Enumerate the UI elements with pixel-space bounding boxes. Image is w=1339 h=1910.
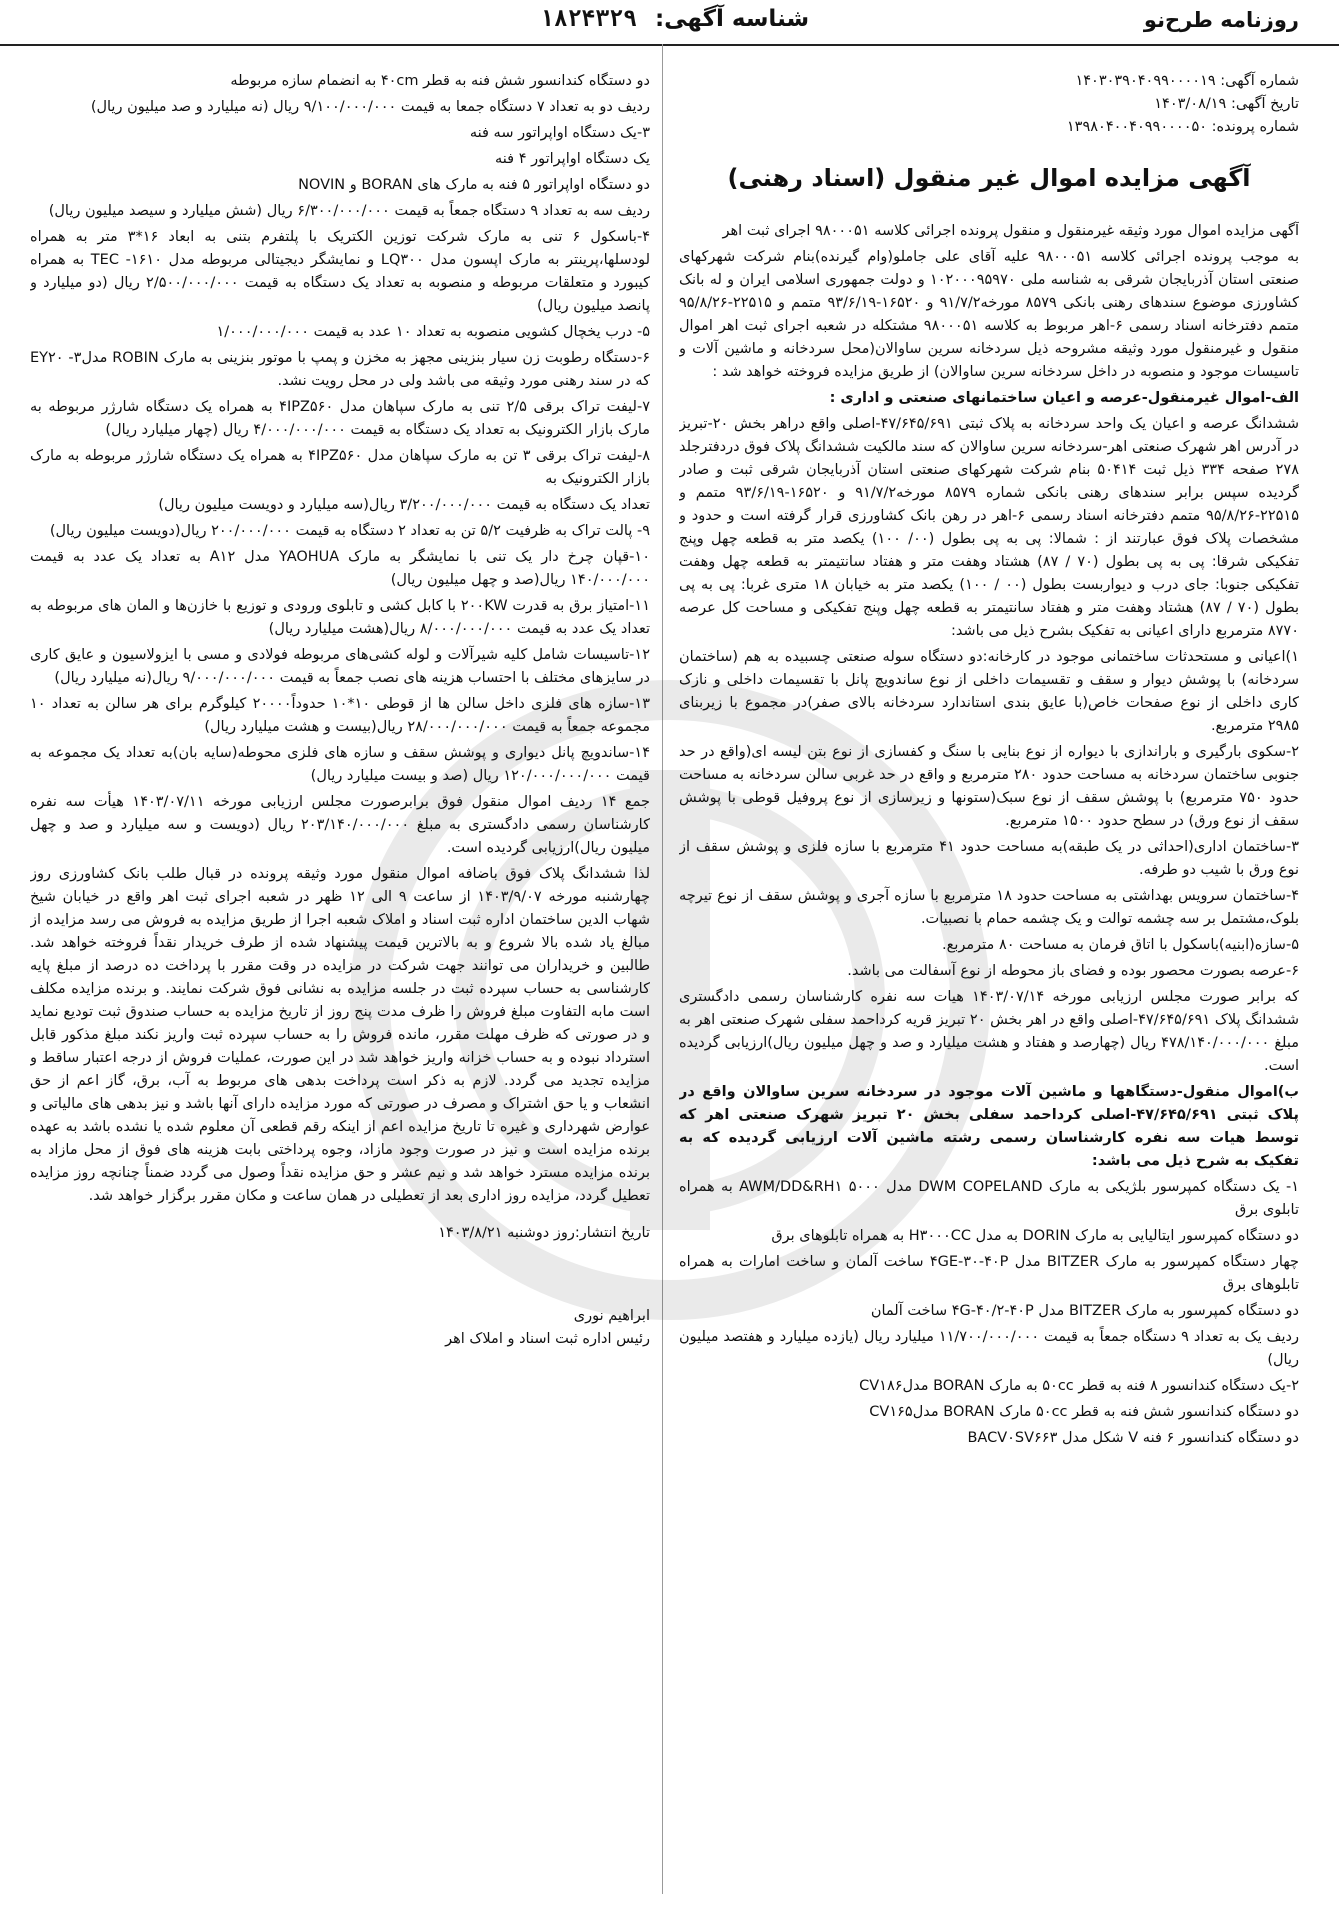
right-paragraph: ۲-یک دستگاه کندانسور ۸ فنه به قطر ۵۰cc به مارک BORAN مدلCV۱۸۶ <box>859 1378 1299 1394</box>
signature-block <box>30 1305 650 1351</box>
left-paragraph: ۴-باسکول ۶ تنی به مارک شرکت توزین الکتریک با پلتفرم بتنی به ابعاد ۱۶*۳ متر به همراه لودسلها،پرینتر به مارک اپسون مدل LQ۳۰۰ و نمایشگر دیجیتالی مربوطه مدل ۱۶۱۰- TEC به همراه کیبورد و متعلقات مربوطه و منصوبه به تعداد یک دستگاه به قیمت ۲/۵۰۰/۰۰۰/۰۰۰ ریال (دو میلیارد و پانصد میلیون ریال) <box>30 229 650 314</box>
left-paragraph: ۳-یک دستگاه اواپراتور سه فنه <box>469 125 650 141</box>
right-paragraph: ۱)اعیانی و مستحدثات ساختمانی موجود در کارخانه:دو دستگاه سوله صنعتی چسبیده به هم (ساختمان سردخانه) با پوشش دیوار و سقف و تقسیمات داخلی از نوع ساندویچ پانل با تقسیمات داخلی و نازک کاری داخلی از نوع صفحات خاص(با عایق بندی استاندارد سردخانه بالای صفر)در مجموع با زیربنای ۲۹۸۵ مترمربع. <box>679 649 1299 734</box>
left-paragraph: ۱۱-امتیاز برق به قدرت ۲۰۰KW با کابل کشی و تابلوی ورودی و توزیع با خازن‌ها و المان های مربوطه به تعداد یک عدد به قیمت ۸/۰۰۰/۰۰۰/۰۰۰ ریال(هشت میلیارد ریال) <box>30 598 650 637</box>
signer-name: ابراهیم نوری <box>573 1308 650 1324</box>
left-paragraph: ۱۳-سازه های فلزی داخل سالن ها از قوطی ۱۰*۱۰ حدوداً۲۰۰۰۰ کیلوگرم برای هر سالن به تعداد ۱۰ مجموعه جمعاً به قیمت ۲۸/۰۰۰/۰۰۰/۰۰۰ ریال(بیست و هشت میلیارد ریال) <box>30 696 650 735</box>
newspaper-name: روزنامه طرح‌نو <box>1143 8 1299 32</box>
publish-date: تاریخ انتشار:روز دوشنبه ۱۴۰۳/۸/۲۱ <box>438 1225 650 1241</box>
right-column <box>679 70 1299 1900</box>
left-paragraphs <box>30 70 650 1208</box>
left-paragraph: لذا ششدانگ پلاک فوق باضافه اموال منقول مورد وثیقه پرونده در قبال طلب بانک کشاورزی روز چهارشنبه مورخه ۱۴۰۳/۹/۰۷ از ساعت ۹ الی ۱۲ ظهر در شعبه اجرای ثبت اهر واقع در خیابان شیخ شهاب الدین ساختمان اداره ثبت اسناد و املاک شعبه اجرا از طریق مزایده به فروش می رسد مزایده از مبالغ یاد شده بالا شروع و به بالاترین قیمت پیشنهاد شده از طرف خریدار نقداً فروخته خواهد شد. طالبین و خریداران می توانند جهت شرکت در مزایده در وقت مقرر با پرداخت ده درصد از مبلغ پایه کارشناسی به حساب سپرده ثبت در جلسه مزایده به نشانی فوق شرکت نمایند. و برنده مزایده مکلف است مابه التفاوت مبلغ فروش را ظرف مدت پنج روز از تاریخ مزایده به حساب صندوق ثبت تودیع نماید و در صورتی که ظرف مهلت مقرر، مانده فروش را به حساب سپرده ثبت واریز نکند مبلغ مذکور قابل استرداد نبوده و به حساب خزانه واریز خواهد شد در این صورت، عملیات فروش از درجه اعتبار ساقط و مزایده تجدید می گردد. لازم به ذکر است پرداخت بدهی های مربوط به آب، برق، گاز اعم از حق انشعاب و یا حق اشتراک و مصرف در صورتی که مورد مزایده دارای آنها باشد و نیز بدهی های مالیاتی و عوارض شهرداری و غیره تا تاریخ مزایده اعم از اینکه رقم قطعی آن معلوم شده یا نشده باشد به عهده برنده مزایده است و نیز در صورت وجود مازاد، وجوه پرداختی بابت هزینه های فوق از محل مازاد به برنده مزایده مسترد خواهد شد و نیم عشر و حق مزایده نقداً وصول می گردد ضمناً چنانچه روز مزایده تعطیل گردد، مزایده روز اداری بعد از تعطیلی در همان ساعت و مکان مقرر برگزار خواهد شد. <box>30 866 650 1204</box>
left-paragraph: جمع ۱۴ ردیف اموال منقول فوق برابرصورت مجلس ارزیابی مورخه ۱۴۰۳/۰۷/۱۱ هیأت سه نفره کارشناسان رسمی دادگستری به مبلغ ۲۰۳/۱۴۰/۰۰۰/۰۰۰ ریال (دویست و سه میلیارد و صد و چهل میلیون ریال)ارزیابی گردیده است. <box>30 794 650 856</box>
left-paragraph: تعداد یک دستگاه به قیمت ۳/۲۰۰/۰۰۰/۰۰۰ ریال(سه میلیارد و دویست میلیون ریال) <box>158 497 650 513</box>
ad-meta <box>679 70 1299 139</box>
right-paragraph: دو دستگاه کندانسور ۶ فنه V شکل مدل BACV۰SV۶۶۳ <box>967 1430 1299 1446</box>
right-paragraph: الف-اموال غیرمنقول-عرصه و اعیان ساختمانهای صنعتی و اداری : <box>829 390 1299 406</box>
left-paragraph: ۵- درب یخچال کشویی منصوبه به تعداد ۱۰ عدد به قیمت ۱/۰۰۰/۰۰۰/۰۰۰ <box>216 324 650 340</box>
left-paragraph: ردیف دو به تعداد ۷ دستگاه جمعا به قیمت ۹/۱۰۰/۰۰۰/۰۰۰ ریال (نه میلیارد و صد میلیون ریال) <box>90 99 650 115</box>
ad-number: شماره آگهی: ۱۴۰۳۰۳۹۰۴۰۹۹۰۰۰۰۱۹ <box>1075 73 1299 89</box>
right-paragraphs <box>679 220 1299 1450</box>
case-number: شماره پرونده: ۱۳۹۸۰۴۰۰۴۰۹۹۰۰۰۰۵۰ <box>1066 119 1299 135</box>
right-paragraph: به موجب پرونده اجرائی کلاسه ۹۸۰۰۰۵۱ علیه آقای علی جاملو(وام گیرنده)بنام شرکت شهرکهای صنعتی استان آذربایجان شرقی به شناسه ملی ۱۰۲۰۰۰۹۵۹۷۰ و دولت جمهوری اسلامی ایران و له بانک کشاورزی موضوع سندهای رهنی بانکی ۸۵۷۹ مورخه۹۱/۷/۲ و ۱۶۵۲۰-۹۳/۶/۱۹ متمم و ۲۲۵۱۵-۹۵/۸/۲۶ متمم دفترخانه اسناد رسمی ۶-اهر مربوط به کلاسه ۹۸۰۰۰۵۱ مشتکله در شعبه اجرای ثبت اهر اموال منقول و غیرمنقول مورد وثیقه مشروحه ذیل سردخانه سرین ساوالان(محل سردخانه و ماشین آلات و تاسیسات موجود و منصوبه در داخل سردخانه سرین ساوالان) از طریق مزایده فروخته خواهد شد : <box>679 249 1299 380</box>
left-paragraph: ۱۲-تاسیسات شامل کلیه شیرآلات و لوله کشی‌های مربوطه فولادی و مسی با ایزولاسیون و عایق کاری در سایزهای مختلف با احتساب هزینه های نصب جمعاً به قیمت ۹/۰۰۰/۰۰۰/۰۰۰ ریال(نه میلیارد ریال) <box>30 647 650 686</box>
left-paragraph: ۹- پالت تراک به ظرفیت ۵/۲ تن به تعداد ۲ دستگاه به قیمت ۲۰۰/۰۰۰/۰۰۰ ریال(دویست میلیون ریال) <box>49 523 650 539</box>
left-paragraph: ۶-دستگاه رطوبت زن سیار بنزینی مجهز به مخزن و پمپ با موتور بنزینی به مارک ROBIN مدل۳- EY۲۰ که در سند رهنی مورد وثیقه می باشد ولی در محل رویت نشد. <box>30 350 650 389</box>
right-paragraph: ۱- یک دستگاه کمپرسور بلژیکی به مارک DWM COPELAND مدل ۵۰۰۰ AWM/DD&RH۱ به همراه تابلوی برق <box>679 1179 1299 1218</box>
right-paragraph: ردیف یک به تعداد ۹ دستگاه جمعاً به قیمت ۱۱/۷۰۰/۰۰۰/۰۰۰ میلیارد ریال (یازده میلیارد و هفتصد میلیون ریال) <box>679 1329 1299 1368</box>
right-paragraph: دو دستگاه کمپرسور ایتالیایی به مارک DORIN به مدل H۳۰۰۰CC به همراه تابلوهای برق <box>771 1228 1299 1244</box>
left-paragraph: دو دستگاه اواپراتور ۵ فنه به مارک های BORAN و NOVIN <box>298 177 650 193</box>
right-paragraph: آگهی مزایده اموال مورد وثیقه غیرمنقول و منقول پرونده اجرائی کلاسه ۹۸۰۰۰۵۱ اجرای ثبت اهر <box>722 223 1299 239</box>
right-paragraph: ۳-ساختمان اداری(احداثی در یک طبقه)به مساحت حدود ۴۱ مترمربع با سازه فلزی و پوشش سقف از نوع ورق با شیب دو طرفه. <box>679 839 1299 878</box>
page-title: آگهی مزایده اموال غیر منقول (اسناد رهنی) <box>727 164 1251 192</box>
right-paragraph: ۴-ساختمان سرویس بهداشتی به مساحت حدود ۱۸ مترمربع با سازه آجری و پوشش سقف از نوع تیرچه بلوک،مشتمل بر سه چشمه توالت و یک چشمه حمام با نصبیات. <box>679 888 1299 927</box>
left-column <box>30 70 650 1900</box>
left-paragraph: یک دستگاه اواپراتور ۴ فنه <box>495 151 650 167</box>
page-header <box>0 0 1339 46</box>
ad-id <box>540 6 809 32</box>
right-paragraph: ۶-عرصه بصورت محصور بوده و فضای باز محوطه از نوع آسفالت می باشد. <box>847 963 1299 979</box>
right-paragraph: ۵-سازه(ابنیه)باسکول با اتاق فرمان به مساحت ۸۰ مترمربع. <box>942 937 1299 953</box>
ad-id-number: ۱۸۲۴۳۲۹ <box>540 6 637 32</box>
left-paragraph: ۱۴-ساندویچ پانل دیواری و پوشش سقف و سازه های فلزی محوطه(سایه بان)به تعداد یک مجموعه به قیمت ۱۲۰/۰۰۰/۰۰۰/۰۰۰ ریال (صد و بیست میلیارد ریال) <box>30 745 650 784</box>
column-divider <box>662 44 663 1894</box>
ad-id-label: شناسه آگهی: <box>654 6 810 32</box>
right-paragraph: ب)اموال منقول-دستگاهها و ماشین آلات موجود در سردخانه سرین ساوالان واقع در پلاک ثبتی ۴۷/۶۴۵/۶۹۱-اصلی کرداحمد سفلی بخش ۲۰ تبریز شهرک صنعتی اهر که توسط هیات سه نفره کارشناسان رسمی رشته ماشین آلات ارزیابی گردیده که به تفکیک به شرح ذیل می باشد: <box>679 1084 1299 1169</box>
left-paragraph: ردیف سه به تعداد ۹ دستگاه جمعاً به قیمت ۶/۳۰۰/۰۰۰/۰۰۰ ریال (شش میلیارد و سیصد میلیون ریال) <box>48 203 650 219</box>
right-paragraph: ششدانگ عرصه و اعیان یک واحد سردخانه به پلاک ثبتی ۴۷/۶۴۵/۶۹۱-اصلی واقع دراهر بخش ۲۰-تبریز در آدرس اهر شهرک صنعتی اهر-سردخانه سرین ساوالان که سند مالکیت ششدانگ پلاک فوق دردفترجلد ۲۷۸ صفحه ۳۳۴ ذیل ثبت ۵۰۴۱۴ بنام شرکت شهرکهای صنعتی استان آذربایجان شرقی ثبت و صادر گردیده سپس برابر سندهای رهنی بانکی شماره ۸۵۷۹ مورخه۹۱/۷/۲ و ۱۶۵۲۰-۹۳/۶/۱۹ متمم و ۲۲۵۱۵-۹۵/۸/۲۶ متمم دفترخانه اسناد رسمی ۶-اهر در رهن بانک کشاورزی قرار گرفته است و حدود و مشخصات پلاک فوق عبارتند از : شمالا: پی به پی بطول (۰۰/ ۱۰۰) یکصد متر به قطعه چهل وپنج تفکیکی شرقا: پی به پی بطول (۷۰ / ۸۷) هشتاد وهفت متر و هفتاد سانتیمتر به قطعه چهل وهفت تفکیکی جنوبا: جای درب و دیواربست بطول (۰۰ / ۱۰۰) یکصد متر به خیابان ۱۸ متری غربا: پی به پی بطول (۷۰ / ۸۷) هشتاد وهفت متر و هفتاد سانتیمتر به قطعه چهل وپنج تفکیکی و مساحت کل عرصه ۸۷۷۰ مترمربع دارای اعیانی به تفکیک بشرح ذیل می باشد: <box>679 416 1299 639</box>
right-paragraph: چهار دستگاه کمپرسور به مارک BITZER مدل ۴GE-۳۰-۴۰P ساخت آلمان و ساخت امارات به همراه تابلوهای برق <box>679 1254 1299 1293</box>
right-paragraph: دو دستگاه کندانسور شش فنه به قطر ۵۰cc مارک BORAN مدلCV۱۶۵ <box>869 1404 1299 1420</box>
left-paragraph: ۷-لیفت تراک برقی ۲/۵ تنی به مارک سپاهان مدل ۴IPZ۵۶۰ به همراه یک دستگاه شارژر مربوطه به مارک بازار الکترونیک به تعداد یک دستگاه به قیمت ۴/۰۰۰/۰۰۰/۰۰۰ ریال (چهار میلیارد ریال) <box>30 399 650 438</box>
right-paragraph: ۲-سکوی بارگیری و باراندازی با دیواره از نوع بنایی با سنگ و کفسازی از نوع بتن لیسه ای(واقع در حد جنوبی ساختمان سردخانه به مساحت حدود ۲۸۰ مترمربع و واقع در حد غربی سالن سردخانه به مساحت حدود ۷۵۰ مترمربع) با پوشش سقف از نوع سبک(ستونها و زیرسازی از نوع پروفیل قوطی با پوشش سقف از نوع ورق) در سطح حدود ۱۵۰۰ مترمربع. <box>679 744 1299 829</box>
ad-date: تاریخ آگهی: ۱۴۰۳/۰۸/۱۹ <box>1154 96 1299 112</box>
right-paragraph: دو دستگاه کمپرسور به مارک BITZER مدل ۴G-۴۰/۲-۴۰P ساخت آلمان <box>870 1303 1299 1319</box>
left-paragraph: دو دستگاه کندانسور شش فنه به قطر ۴۰cm به انضمام سازه مربوطه <box>230 73 650 89</box>
left-paragraph: ۸-لیفت تراک برقی ۳ تن به مارک سپاهان مدل ۴IPZ۵۶۰ به همراه یک دستگاه شارژر مربوطه به مارک بازار الکترونیک به <box>30 448 650 487</box>
right-paragraph: که برابر صورت مجلس ارزیابی مورخه ۱۴۰۳/۰۷/۱۴ هیات سه نفره کارشناسان رسمی دادگستری ششدانگ پلاک ۴۷/۶۴۵/۶۹۱-اصلی واقع در اهر بخش ۲۰ تبریز قریه کرداحمد سفلی شهرک صنعتی اهر به مبلغ ۴۷۸/۱۴۰/۰۰۰/۰۰۰ ریال (چهارصد و هفتاد و هشت میلیارد و صد و چهل میلیون ریال)ارزیابی گردیده است. <box>679 989 1299 1074</box>
signer-position: رئیس اداره ثبت اسناد و املاک اهر <box>445 1331 650 1347</box>
left-paragraph: ۱۰-قپان چرخ دار یک تنی با نمایشگر به مارک YAOHUA مدل A۱۲ به تعداد یک عدد به قیمت ۱۴۰/۰۰۰/۰۰۰ ریال(صد و چهل میلیون ریال) <box>30 549 650 588</box>
